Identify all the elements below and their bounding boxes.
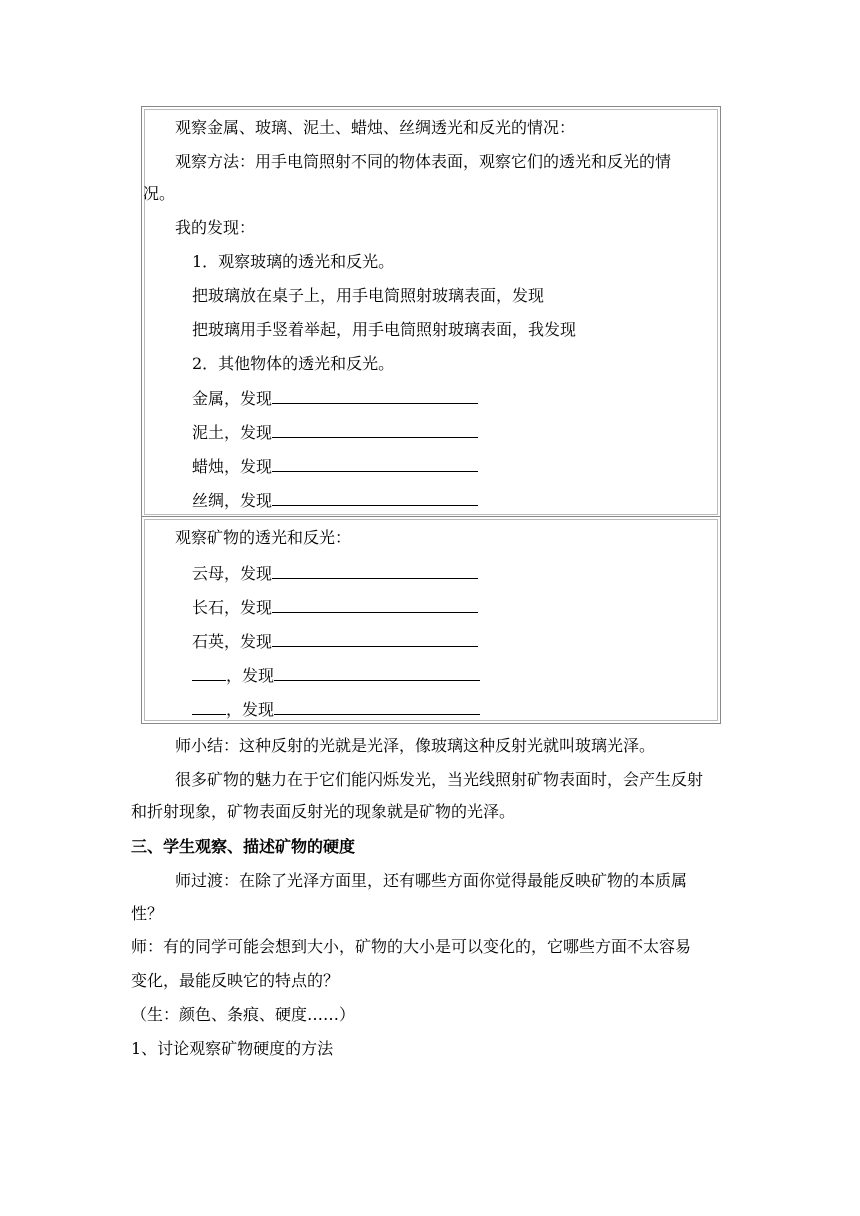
answer-blank[interactable]	[272, 488, 478, 506]
teacher-line-b: 变化，最能反映它的特点的？	[131, 971, 340, 990]
answer-blank[interactable]	[272, 420, 478, 438]
object-label: 蜡烛，发现	[192, 457, 273, 476]
answer-blank[interactable]	[272, 595, 478, 613]
cell1-item1-title: 1．观察玻璃的透光和反光。	[192, 252, 395, 271]
transition-a: 师过渡：在除了光泽方面里，还有哪些方面你觉得最能反映矿物的本质属	[175, 871, 688, 890]
answer-blank[interactable]	[272, 386, 478, 404]
mineral-label: ，发现	[226, 666, 275, 685]
mineral-name-blank[interactable]	[192, 663, 226, 681]
luster-paragraph-b: 和折射现象，矿物表面反射光的现象就是矿物的光泽。	[131, 802, 516, 821]
cell1-method-line-a: 观察方法：用手电筒照射不同的物体表面，观察它们的透光和反光的情	[175, 152, 672, 171]
mineral-row-blank-1	[192, 663, 480, 687]
answer-blank[interactable]	[274, 663, 480, 681]
mineral-label: 云母，发现	[192, 564, 273, 583]
answer-blank[interactable]	[272, 561, 478, 579]
mineral-label: ，发现	[226, 700, 275, 719]
object-label: 金属，发现	[192, 389, 273, 408]
cell1-findings-label: 我的发现：	[175, 218, 256, 237]
mineral-name-blank[interactable]	[192, 697, 226, 715]
cell1-intro: 观察金属、玻璃、泥土、蜡烛、丝绸透光和反光的情况：	[175, 118, 576, 137]
answer-blank[interactable]	[272, 454, 478, 472]
cell1-item1-line1: 把玻璃放在桌子上，用手电筒照射玻璃表面，发现	[192, 286, 545, 305]
student-answers: （生：颜色、条痕、硬度……）	[131, 1005, 356, 1024]
section-heading-3: 三、学生观察、描述矿物的硬度	[131, 837, 356, 856]
object-row-silk	[192, 488, 478, 512]
list-item-1: 1、讨论观察矿物硬度的方法	[131, 1039, 334, 1058]
teacher-summary: 师小结：这种反射的光就是光泽，像玻璃这种反射光就叫玻璃光泽。	[175, 736, 656, 755]
luster-paragraph-a: 很多矿物的魅力在于它们能闪烁发光，当光线照射矿物表面时，会产生反射	[175, 770, 704, 789]
mineral-row-blank-2	[192, 697, 480, 721]
object-row-metal	[192, 386, 478, 410]
cell2-title: 观察矿物的透光和反光：	[175, 528, 352, 547]
mineral-label: 长石，发现	[192, 598, 273, 617]
cell1-item1-line2: 把玻璃用手竖着举起，用手电筒照射玻璃表面，我发现	[192, 320, 577, 339]
mineral-label: 石英，发现	[192, 632, 273, 651]
object-label: 丝绸，发现	[192, 491, 273, 510]
answer-blank[interactable]	[274, 697, 480, 715]
mineral-row-feldspar	[192, 595, 478, 619]
mineral-row-mica	[192, 561, 478, 585]
answer-blank[interactable]	[272, 629, 478, 647]
mineral-row-quartz	[192, 629, 478, 653]
cell1-method-line-b: 况。	[143, 184, 176, 203]
object-label: 泥土，发现	[192, 423, 273, 442]
transition-b: 性？	[131, 904, 164, 923]
cell1-item2-title: 2．其他物体的透光和反光。	[192, 354, 395, 373]
teacher-line-a: 师：有的同学可能会想到大小，矿物的大小是可以变化的，它哪些方面不太容易	[131, 937, 692, 956]
object-row-candle	[192, 454, 478, 478]
object-row-soil	[192, 420, 478, 444]
